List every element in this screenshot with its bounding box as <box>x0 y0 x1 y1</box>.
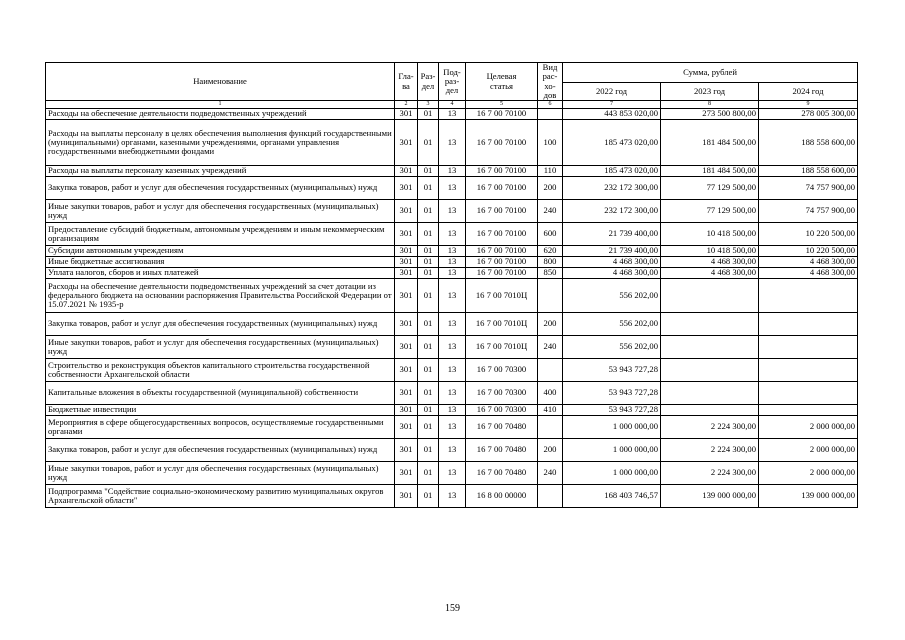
cell-celevaya: 16 7 00 70100 <box>466 109 538 120</box>
cell-sum-2024: 2 000 000,00 <box>759 462 858 485</box>
cell-podrazdel: 13 <box>439 246 466 257</box>
cell-sum-2023: 2 224 300,00 <box>661 439 759 462</box>
cell-sum-2022: 21 739 400,00 <box>563 246 661 257</box>
cell-glava: 301 <box>395 462 418 485</box>
cell-vid: 620 <box>538 246 563 257</box>
header-vid: Вид рас- хо- дов <box>538 63 563 101</box>
column-number: 1 <box>46 101 395 109</box>
cell-sum-2023: 273 500 800,00 <box>661 109 759 120</box>
cell-glava: 301 <box>395 359 418 382</box>
table-row <box>46 439 858 462</box>
cell-vid: 200 <box>538 177 563 200</box>
cell-sum-2023: 77 129 500,00 <box>661 177 759 200</box>
header-2024: 2024 год <box>759 83 858 101</box>
column-number: 5 <box>466 101 538 109</box>
cell-celevaya: 16 7 00 70100 <box>466 177 538 200</box>
cell-glava: 301 <box>395 223 418 246</box>
cell-sum-2023: 181 484 500,00 <box>661 166 759 177</box>
column-number: 8 <box>661 101 759 109</box>
cell-celevaya: 16 7 00 70480 <box>466 439 538 462</box>
cell-razdel: 01 <box>418 200 439 223</box>
cell-name: Закупка товаров, работ и услуг для обеспечения государственных (муниципальных) нужд <box>46 313 395 336</box>
cell-razdel: 01 <box>418 268 439 279</box>
cell-celevaya: 16 7 00 70100 <box>466 268 538 279</box>
table-row <box>46 416 858 439</box>
column-number: 4 <box>439 101 466 109</box>
cell-name: Предоставление субсидий бюджетным, автономным учреждениям и иным некоммерческим организациям <box>46 223 395 246</box>
cell-razdel: 01 <box>418 313 439 336</box>
cell-razdel: 01 <box>418 439 439 462</box>
cell-glava: 301 <box>395 439 418 462</box>
cell-vid: 240 <box>538 336 563 359</box>
cell-razdel: 01 <box>418 416 439 439</box>
cell-vid <box>538 359 563 382</box>
cell-razdel: 01 <box>418 279 439 313</box>
cell-sum-2024: 2 000 000,00 <box>759 439 858 462</box>
cell-celevaya: 16 7 00 7010Ц <box>466 336 538 359</box>
cell-sum-2023 <box>661 336 759 359</box>
cell-sum-2023: 181 484 500,00 <box>661 120 759 166</box>
cell-glava: 301 <box>395 279 418 313</box>
cell-name: Иные закупки товаров, работ и услуг для обеспечения государственных (муниципальных) нужд <box>46 462 395 485</box>
cell-vid <box>538 279 563 313</box>
cell-sum-2024: 188 558 600,00 <box>759 166 858 177</box>
cell-razdel: 01 <box>418 485 439 508</box>
table-row <box>46 279 858 313</box>
cell-podrazdel: 13 <box>439 109 466 120</box>
cell-sum-2022: 232 172 300,00 <box>563 177 661 200</box>
cell-glava: 301 <box>395 109 418 120</box>
cell-glava: 301 <box>395 166 418 177</box>
cell-sum-2023: 77 129 500,00 <box>661 200 759 223</box>
page-number: 159 <box>445 603 460 614</box>
table-row <box>46 223 858 246</box>
cell-sum-2023: 10 418 500,00 <box>661 223 759 246</box>
cell-sum-2024 <box>759 359 858 382</box>
cell-razdel: 01 <box>418 382 439 405</box>
cell-sum-2024: 10 220 500,00 <box>759 246 858 257</box>
header-razdel: Раз- дел <box>418 63 439 101</box>
table-row <box>46 405 858 416</box>
cell-name: Уплата налогов, сборов и иных платежей <box>46 268 395 279</box>
budget-table <box>45 62 858 508</box>
cell-sum-2022: 53 943 727,28 <box>563 359 661 382</box>
cell-glava: 301 <box>395 246 418 257</box>
cell-podrazdel: 13 <box>439 359 466 382</box>
cell-sum-2023: 2 224 300,00 <box>661 416 759 439</box>
cell-sum-2024: 139 000 000,00 <box>759 485 858 508</box>
cell-celevaya: 16 7 00 70100 <box>466 120 538 166</box>
table-row <box>46 485 858 508</box>
cell-podrazdel: 13 <box>439 257 466 268</box>
cell-celevaya: 16 7 00 70100 <box>466 200 538 223</box>
cell-sum-2024: 278 005 300,00 <box>759 109 858 120</box>
table-body <box>46 109 858 508</box>
cell-name: Иные бюджетные ассигнования <box>46 257 395 268</box>
table-row <box>46 382 858 405</box>
header-celevaya: Целевая статья <box>466 63 538 101</box>
cell-razdel: 01 <box>418 336 439 359</box>
cell-vid: 850 <box>538 268 563 279</box>
cell-sum-2024: 74 757 900,00 <box>759 200 858 223</box>
table-row <box>46 120 858 166</box>
cell-sum-2022: 185 473 020,00 <box>563 120 661 166</box>
cell-sum-2022: 1 000 000,00 <box>563 462 661 485</box>
table-row <box>46 177 858 200</box>
cell-glava: 301 <box>395 268 418 279</box>
cell-celevaya: 16 7 00 70480 <box>466 462 538 485</box>
cell-vid: 200 <box>538 439 563 462</box>
header-2022: 2022 год <box>563 83 661 101</box>
column-number: 3 <box>418 101 439 109</box>
cell-podrazdel: 13 <box>439 120 466 166</box>
cell-podrazdel: 13 <box>439 439 466 462</box>
column-number-row <box>46 101 858 109</box>
cell-razdel: 01 <box>418 257 439 268</box>
table-row <box>46 359 858 382</box>
cell-sum-2024: 10 220 500,00 <box>759 223 858 246</box>
cell-razdel: 01 <box>418 177 439 200</box>
cell-sum-2023: 2 224 300,00 <box>661 462 759 485</box>
cell-razdel: 01 <box>418 246 439 257</box>
cell-sum-2022: 556 202,00 <box>563 279 661 313</box>
cell-sum-2022: 1 000 000,00 <box>563 439 661 462</box>
cell-celevaya: 16 7 00 70100 <box>466 166 538 177</box>
cell-vid: 240 <box>538 200 563 223</box>
cell-podrazdel: 13 <box>439 485 466 508</box>
cell-glava: 301 <box>395 485 418 508</box>
table-row <box>46 268 858 279</box>
header-glava: Гла- ва <box>395 63 418 101</box>
cell-name: Мероприятия в сфере общегосударственных вопросов, осуществляемые государственными органами <box>46 416 395 439</box>
cell-name: Расходы на обеспечение деятельности подведомственных учреждений за счет дотации из федерального бюджета на основании распоряжения Правительства Российской Федерации от 15.07.2021 № 1935-р <box>46 279 395 313</box>
cell-podrazdel: 13 <box>439 223 466 246</box>
cell-glava: 301 <box>395 382 418 405</box>
cell-sum-2023 <box>661 279 759 313</box>
cell-sum-2022: 168 403 746,57 <box>563 485 661 508</box>
cell-vid <box>538 416 563 439</box>
cell-vid: 100 <box>538 120 563 166</box>
table-row <box>46 109 858 120</box>
cell-sum-2023: 10 418 500,00 <box>661 246 759 257</box>
cell-glava: 301 <box>395 336 418 359</box>
cell-razdel: 01 <box>418 462 439 485</box>
cell-celevaya: 16 7 00 70300 <box>466 382 538 405</box>
cell-sum-2022: 4 468 300,00 <box>563 257 661 268</box>
cell-celevaya: 16 7 00 70480 <box>466 416 538 439</box>
cell-sum-2024: 4 468 300,00 <box>759 268 858 279</box>
cell-podrazdel: 13 <box>439 177 466 200</box>
cell-podrazdel: 13 <box>439 405 466 416</box>
cell-celevaya: 16 7 00 70300 <box>466 405 538 416</box>
cell-vid: 400 <box>538 382 563 405</box>
table-row <box>46 166 858 177</box>
cell-razdel: 01 <box>418 223 439 246</box>
cell-sum-2022: 53 943 727,28 <box>563 382 661 405</box>
cell-name: Иные закупки товаров, работ и услуг для обеспечения государственных (муниципальных) нужд <box>46 336 395 359</box>
cell-sum-2024: 4 468 300,00 <box>759 257 858 268</box>
cell-name: Бюджетные инвестиции <box>46 405 395 416</box>
cell-sum-2024 <box>759 382 858 405</box>
cell-sum-2024: 2 000 000,00 <box>759 416 858 439</box>
cell-celevaya: 16 7 00 70100 <box>466 246 538 257</box>
cell-name: Закупка товаров, работ и услуг для обеспечения государственных (муниципальных) нужд <box>46 177 395 200</box>
cell-name: Капитальные вложения в объекты государственной (муниципальной) собственности <box>46 382 395 405</box>
table-row <box>46 246 858 257</box>
cell-sum-2024 <box>759 336 858 359</box>
cell-razdel: 01 <box>418 166 439 177</box>
table-row <box>46 257 858 268</box>
table-row <box>46 200 858 223</box>
cell-celevaya: 16 7 00 70300 <box>466 359 538 382</box>
cell-sum-2024: 188 558 600,00 <box>759 120 858 166</box>
cell-vid: 800 <box>538 257 563 268</box>
cell-name: Расходы на выплаты персоналу казенных учреждений <box>46 166 395 177</box>
cell-name: Подпрограмма "Содействие социально-экономическому развитию муниципальных округов Архангельской области" <box>46 485 395 508</box>
table-row <box>46 462 858 485</box>
cell-celevaya: 16 8 00 00000 <box>466 485 538 508</box>
cell-celevaya: 16 7 00 7010Ц <box>466 313 538 336</box>
cell-sum-2022: 1 000 000,00 <box>563 416 661 439</box>
cell-sum-2022: 443 853 020,00 <box>563 109 661 120</box>
header-2023: 2023 год <box>661 83 759 101</box>
cell-sum-2022: 53 943 727,28 <box>563 405 661 416</box>
cell-sum-2022: 4 468 300,00 <box>563 268 661 279</box>
cell-sum-2023 <box>661 405 759 416</box>
cell-name: Строительство и реконструкция объектов капитального строительства государственной собственности Архангельской области <box>46 359 395 382</box>
cell-vid: 110 <box>538 166 563 177</box>
cell-sum-2023: 4 468 300,00 <box>661 268 759 279</box>
cell-sum-2022: 556 202,00 <box>563 313 661 336</box>
cell-podrazdel: 13 <box>439 166 466 177</box>
cell-razdel: 01 <box>418 405 439 416</box>
cell-vid: 240 <box>538 462 563 485</box>
cell-podrazdel: 13 <box>439 462 466 485</box>
cell-name: Субсидии автономным учреждениям <box>46 246 395 257</box>
cell-sum-2024 <box>759 313 858 336</box>
cell-name: Закупка товаров, работ и услуг для обеспечения государственных (муниципальных) нужд <box>46 439 395 462</box>
cell-name: Расходы на выплаты персоналу в целях обеспечения выполнения функций государственными (муниципальными) органами, казенными учреждениями, органами управления государственными внебюджетными фондами <box>46 120 395 166</box>
cell-podrazdel: 13 <box>439 200 466 223</box>
cell-celevaya: 16 7 00 7010Ц <box>466 279 538 313</box>
cell-glava: 301 <box>395 257 418 268</box>
cell-podrazdel: 13 <box>439 279 466 313</box>
cell-sum-2022: 21 739 400,00 <box>563 223 661 246</box>
cell-vid <box>538 109 563 120</box>
cell-sum-2023: 4 468 300,00 <box>661 257 759 268</box>
cell-sum-2024 <box>759 405 858 416</box>
cell-glava: 301 <box>395 177 418 200</box>
cell-podrazdel: 13 <box>439 268 466 279</box>
cell-name: Расходы на обеспечение деятельности подведомственных учреждений <box>46 109 395 120</box>
cell-sum-2022: 556 202,00 <box>563 336 661 359</box>
cell-vid: 600 <box>538 223 563 246</box>
cell-celevaya: 16 7 00 70100 <box>466 223 538 246</box>
cell-name: Иные закупки товаров, работ и услуг для обеспечения государственных (муниципальных) нужд <box>46 200 395 223</box>
cell-podrazdel: 13 <box>439 416 466 439</box>
cell-sum-2022: 185 473 020,00 <box>563 166 661 177</box>
cell-sum-2024 <box>759 279 858 313</box>
cell-celevaya: 16 7 00 70100 <box>466 257 538 268</box>
column-number: 6 <box>538 101 563 109</box>
cell-sum-2022: 232 172 300,00 <box>563 200 661 223</box>
cell-sum-2023 <box>661 313 759 336</box>
cell-sum-2023 <box>661 359 759 382</box>
cell-glava: 301 <box>395 416 418 439</box>
cell-razdel: 01 <box>418 109 439 120</box>
cell-sum-2024: 74 757 900,00 <box>759 177 858 200</box>
table-row <box>46 313 858 336</box>
cell-razdel: 01 <box>418 120 439 166</box>
cell-vid: 200 <box>538 313 563 336</box>
cell-razdel: 01 <box>418 359 439 382</box>
cell-glava: 301 <box>395 405 418 416</box>
column-number: 9 <box>759 101 858 109</box>
table-row <box>46 336 858 359</box>
cell-sum-2023 <box>661 382 759 405</box>
header-summa: Сумма, рублей <box>563 63 858 83</box>
cell-glava: 301 <box>395 200 418 223</box>
cell-vid <box>538 485 563 508</box>
cell-glava: 301 <box>395 313 418 336</box>
cell-vid: 410 <box>538 405 563 416</box>
column-number: 7 <box>563 101 661 109</box>
cell-podrazdel: 13 <box>439 382 466 405</box>
header-podrazdel: Под- раз- дел <box>439 63 466 101</box>
cell-glava: 301 <box>395 120 418 166</box>
header-name: Наименование <box>46 63 395 101</box>
cell-sum-2023: 139 000 000,00 <box>661 485 759 508</box>
cell-podrazdel: 13 <box>439 313 466 336</box>
column-number: 2 <box>395 101 418 109</box>
cell-podrazdel: 13 <box>439 336 466 359</box>
